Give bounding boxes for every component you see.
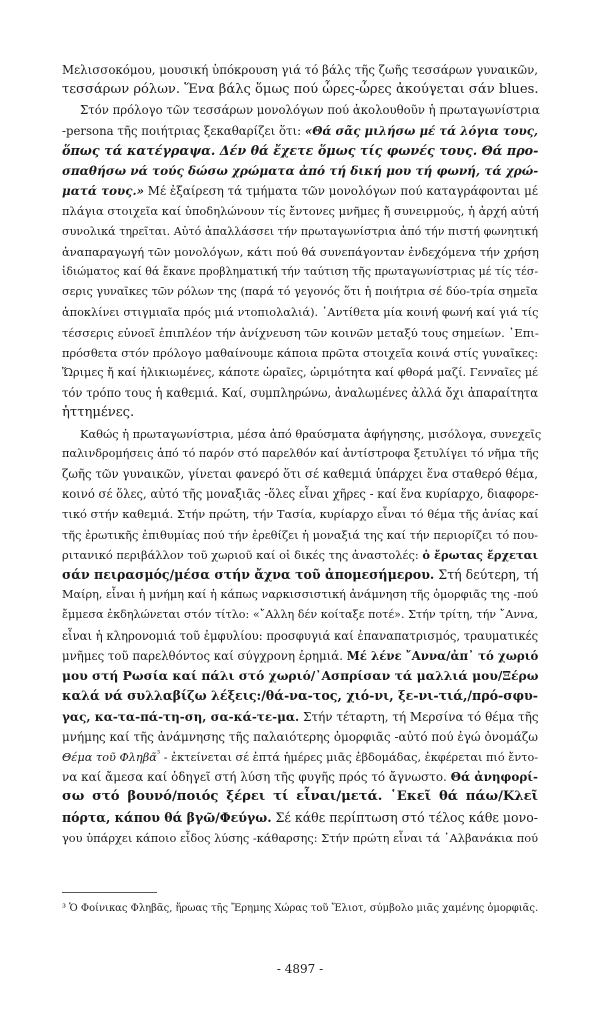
- text-line: [62, 424, 542, 444]
- text-line: [62, 161, 538, 181]
- text-run: Σέ κάθε περίπτωση στό τέλος κάθε μονο-: [271, 809, 538, 825]
- text-run: πρόσθετα στόν πρόλογο μαθαίνουμε κάποια πρῶτα στοιχεῖα κοινά στίς γυναῖκες:: [62, 345, 539, 360]
- text-run: «Θά σᾶς μιλήσω μέ τά λόγια τους,: [304, 123, 539, 138]
- text-run: Μέ ἐξαίρεση τά τμήματα τῶν μονολόγων πού καταγράφονται μέ: [144, 184, 539, 199]
- text-line: [62, 201, 538, 221]
- text-run: γας, κα-τα-πά-τη-ση, σα-κά-τε-μα.: [62, 709, 300, 724]
- text-run: Μελισσοκόμου, μουσική ὑπόκρουση γιά τό βάλς τῆς ζωῆς τεσσάρων γυναικῶν,: [62, 63, 538, 77]
- text-run: ὅπως τά κατέγραψα. Δέν θά ἔχετε ὅμως τίς φωνές τους. Θά προ-: [62, 142, 539, 158]
- text-line: [62, 525, 538, 545]
- text-run: τέσσερις εὐνοεῖ ἐπιπλέον τήν ἀνίχνευση τῶν κοινῶν μεταξύ τους σημείων. ᾿Επι-: [62, 325, 539, 340]
- text-line: [62, 343, 538, 363]
- text-run: σω στό βουνό/ποιός ξέρει τί εἶναι/μετά. ῾Εκεῖ θά πάω/Κλεῖ: [62, 789, 538, 805]
- text-line: [62, 707, 538, 727]
- body-text: [62, 60, 542, 848]
- text-line: [62, 545, 538, 565]
- text-line: [62, 383, 538, 403]
- text-line: [62, 767, 538, 787]
- text-run: πόρτα, κάπου θά βγῶ/Φεύγω.: [62, 809, 272, 825]
- footnote-rule: [62, 892, 157, 893]
- text-line: [62, 100, 538, 120]
- text-run: τικό στήν καθεμιά. Στήν πρώτη, τήν Τασία, κυρίαρχο εἶναι τό θέμα τῆς ἀνίας καί: [62, 507, 539, 522]
- text-line: [62, 323, 538, 343]
- text-run: καλά νά συλλαβίζω λέξεις:/θά-να-τος, χιό-νι, ξε-νι-τιά,/πρό-σφυ-: [62, 688, 538, 704]
- text-line: [62, 403, 538, 423]
- text-run: τόν τρόπο τους ἡ καθεμιά. Καί, συμπληρώνω, ἀναλωμένες ἀλλά ὄχι ἀπαραίτητα: [62, 386, 539, 401]
- text-run: Θά ἀνηφορί-: [450, 770, 538, 785]
- text-line: [62, 302, 538, 322]
- text-run: να καί ἄμεσα καί ὁδηγεῖ στή λύση τῆς φυγῆς πρός τό ἄγνωστο.: [62, 770, 451, 785]
- text-run: - ἐκτείνεται σέ ἑπτά ἡμέρες μιᾶς ἑβδομάδας, ἐκφέρεται πιό ἔντο-: [160, 749, 539, 764]
- text-line: [62, 605, 538, 625]
- text-run: Στόν πρόλογο τῶν τεσσάρων μονολόγων πού ἀκολουθοῦν ἡ πρωταγωνίστρια: [80, 103, 540, 118]
- text-run: σπαθήσω νά τούς δώσω χρώματα ἀπό τή δική μου τή φωνή, τά χρώ-: [62, 164, 539, 179]
- text-run: ἔμμεσα ἐκδηλώνεται στόν τίτλο: «῎Αλλη δέν κοίταξε ποτέ». Στήν τρίτη, τήν ῎Αννα,: [62, 608, 539, 622]
- text-run: ἡττημένες.: [62, 405, 135, 421]
- text-run: Ὥριμες ἤ καί ἡλικιωμένες, κάποτε ὡραῖες, ὡριμότητα καί φθορά μαζί. Γενναῖες μέ: [62, 366, 538, 380]
- text-line: [62, 504, 538, 524]
- text-line: [62, 565, 538, 585]
- footnote: ³ Ὁ Φοίνικας Φληβᾶς, ἥρωας τῆς Ἔρημης Χώρας τοῦ Ἔλιοτ, σύμβολο μιᾶς χαμένης ὀμορφιᾶς.: [62, 903, 539, 914]
- text-line: [62, 666, 538, 686]
- text-run: τεσσάρων ρόλων. Ἕνα βάλς ὅμως πού ὧρες-ὧρες ἀκούγεται σάν blues.: [62, 82, 539, 98]
- text-run: ὁ ἔρωτας ἔρχεται: [422, 547, 539, 562]
- text-run: ζωῆς τῶν γυναικῶν, γίνεται φανερό ὅτι σέ καθεμιά ὑπάρχει ἕνα σταθερό θέμα,: [62, 467, 538, 482]
- text-run: πλάγια στοιχεῖα καί ὑποδηλώνουν τίς ἔντονες μνῆμες ἤ συνειρμούς, ἡ ἀρχή αὐτή: [62, 204, 539, 219]
- text-line: [62, 121, 538, 141]
- text-line: [62, 484, 538, 504]
- text-line: [62, 626, 538, 646]
- text-line: [62, 262, 538, 282]
- text-line: [62, 464, 538, 484]
- text-line: [62, 60, 538, 80]
- text-run: Στή δεύτερη, τή: [434, 567, 539, 583]
- text-run: σερις γυναῖκες τῶν ρόλων της (παρά τό γεγονός ὅτι ἡ ποιήτρια σέ δύο-τρία σημεῖα: [62, 285, 538, 299]
- text-run: συνολικά τηρεῖται. Αὐτό ἀπαλλάσσει τήν πρωταγωνίστρια ἀπό τήν πιστή φωνητική: [62, 224, 538, 238]
- text-run: Μαίρη, εἶναι ἡ μνήμη καί ἡ κάπως ναρκισσιστική ἀνάμνηση τῆς ὀμορφιᾶς της -πού: [62, 588, 539, 602]
- footnote-marker: ³: [156, 749, 161, 759]
- text-run: ματά τους.»: [62, 184, 145, 199]
- text-line: [62, 747, 538, 767]
- text-run: Θέμα τοῦ Φληβᾶ: [62, 749, 157, 764]
- text-run: σάν πειρασμός/μέσα στήν ἄχνα τοῦ ἀπομεσήμερου.: [62, 567, 435, 583]
- text-line: [62, 363, 538, 383]
- text-run: ἰδιώματος καί θά ἔκανε προβληματική τήν ταύτιση τῆς πρωταγωνίστριας μέ τίς τέσ-: [62, 265, 539, 279]
- text-line: [62, 727, 538, 747]
- text-line: [62, 646, 538, 666]
- text-run: Μέ λένε ῎Αννα/ἀπ᾽ τό χωριό: [346, 648, 539, 663]
- text-line: [62, 444, 538, 464]
- text-run: κοινό σέ ὅλες, αὐτό τῆς μοναξιᾶς -ὅλες εἶναι χῆρες - καί ἕνα κυρίαρχο, διαφορε-: [62, 487, 539, 502]
- text-line: [62, 808, 538, 828]
- text-line: [62, 585, 538, 605]
- text-run: ἀναπαραγωγή τῶν μονολόγων, κάτι πού θά συνεπάγονταν ἐνδεχόμενα τήν χρήση: [62, 244, 539, 259]
- text-line: [62, 80, 538, 100]
- text-run: μου στή Ρωσία καί πάλι στό χωριό/᾿Ασπρίσαν τά μαλλιά μου/Ξέρω: [62, 668, 539, 684]
- text-run: γου ὑπάρχει κάποιο εἶδος λύσης -κάθαρσης: Στήν πρώτη εἶναι τά ᾿Αλβανάκια πού: [62, 830, 538, 845]
- page-number: - 4897 -: [276, 962, 324, 976]
- text-line: [62, 141, 538, 161]
- text-run: ἀποκλίνει στιγμιαῖα πρός μιά ντοπιολαλιά). ᾿Αντίθετα μία κοινή φωνή καί γιά τίς: [62, 305, 539, 320]
- text-run: εἶναι ἡ κληρονομιά τοῦ ἐμφυλίου: προσφυγιά καί ἐπαναπατρισμός, τραυματικές: [62, 628, 539, 643]
- text-run: Καθώς ἡ πρωταγωνίστρια, μέσα ἀπό θραύσματα ἀφήγησης, μισόλογα, συνεχεῖς: [80, 426, 542, 441]
- text-line: [62, 222, 538, 242]
- text-run: παλινδρομήσεις ἀπό τό παρόν στό παρελθόν καί ἀντίστροφα ξετυλίγει τό νῆμα τῆς: [62, 446, 539, 460]
- text-line: [62, 242, 538, 262]
- text-run: τῆς ἐρωτικῆς ἐπιθυμίας πού τήν ἐρεθίζει ἡ μοναξιά της καί τήν περιορίζει τό που-: [62, 527, 538, 542]
- text-run: Στήν τέταρτη, τή Μερσίνα τό θέμα τῆς: [299, 709, 539, 724]
- text-line: [62, 828, 538, 848]
- text-line: [62, 787, 538, 807]
- text-run: μνῆμες τοῦ παρελθόντος καί σύγχρονη ἐρημιά.: [62, 648, 347, 663]
- text-run: μνήμης καί τῆς ἀνάμνησης τῆς παλαιότερης ὀμορφιᾶς -αὐτό πού ἐγώ ὀνομάζω: [62, 729, 538, 744]
- text-line: [62, 181, 538, 201]
- text-run: -persona τῆς ποιήτριας ξεκαθαρίζει ὅτι:: [62, 123, 305, 138]
- text-run: ριτανικό περιβάλλον τοῦ χωριοῦ καί οἱ δικές της ἀναστολές:: [62, 547, 423, 562]
- text-line: [62, 282, 538, 302]
- text-line: [62, 686, 538, 706]
